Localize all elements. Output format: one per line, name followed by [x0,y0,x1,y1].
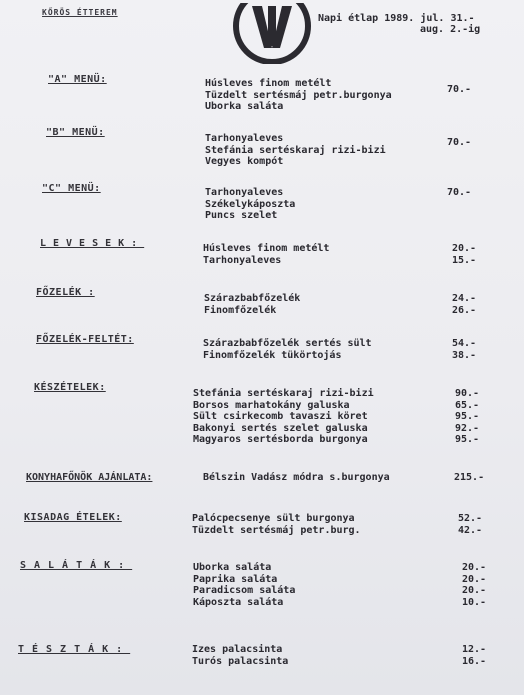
salads-heading: SALÁTÁK: [20,560,133,571]
price: 52.- [458,513,483,524]
menu-c-price [447,187,471,199]
menu-item: Tüzdelt sertésmáj petr.burg. [192,524,361,536]
price: 16.- [462,655,487,667]
menu-b-heading: "B" MENÜ: [46,127,105,138]
menu-c-items [205,187,295,222]
price: 10.- [462,596,487,608]
menu-item: Szárazbabfőzelék sertés sült [203,338,372,349]
price: 70.- [447,187,472,198]
price: 92.- [455,422,480,434]
menu-item: Izes palacsinta [192,644,283,655]
menu-item: Magyaros sertésborda burgonya [193,434,368,446]
menu-item: Tarhonyaleves [205,187,284,198]
pastries-heading: TÉSZTÁK: [18,644,131,655]
price: 70.- [447,84,472,95]
pastries-prices [462,644,486,667]
price: 12.- [462,644,487,655]
menu-b-items [205,133,386,168]
price: 26.- [452,304,477,316]
date-line-1: Napi étlap 1989. jul. 31.- [318,13,475,24]
salads-items [193,562,295,608]
pastries-items [192,644,288,667]
menu-item: Uborka saláta [205,101,284,113]
price: 90.- [455,388,480,399]
price: 20.- [462,573,487,585]
small-portions-heading: KISADAG ÉTELEK: [24,512,122,523]
price: 20.- [462,562,487,573]
menu-item: Bakonyi sertés szelet galuska [193,422,368,434]
menu-item: Húsleves finom metélt [203,243,330,254]
soups-items [203,243,329,266]
menu-a-heading: "A" MENÜ: [48,74,107,85]
soups-prices [452,243,476,266]
price: 65.- [455,399,480,411]
menu-item: Palócpecsenye sült burgonya [192,513,355,524]
menu-item: Uborka saláta [193,562,272,573]
menu-c-heading: "C" MENÜ: [42,183,101,194]
restaurant-logo [228,0,316,64]
price: 70.- [447,137,472,148]
price: 54.- [452,338,477,349]
menu-item: Káposzta saláta [193,596,284,608]
menu-a-price [447,84,471,96]
date-line-2: aug. 2.-ig [420,24,481,35]
menu-item: Bélszin Vadász módra s.burgonya [203,472,390,483]
menu-a-items [205,78,392,113]
menu-b-price [447,137,471,149]
vegetable-topping-heading: FŐZELÉK-FELTÉT: [36,334,134,345]
soups-heading: LEVESEK: [40,238,145,249]
menu-item: Sült csirkecomb tavaszi köret [193,411,368,423]
menu-item: Borsos marhatokány galuska [193,399,350,411]
price: 20.- [462,585,487,597]
menu-item: Paprika saláta [193,573,278,585]
small-portions-prices [458,513,482,536]
chef-recommendation-item [203,472,390,484]
price: 95.- [455,434,480,446]
vegetable-dishes-items [204,293,300,316]
menu-item: Vegyes kompót [205,156,284,168]
menu-item: Finomfőzelék tükörtojás [203,349,342,361]
date-header [318,13,480,35]
vegetable-topping-items [203,338,372,361]
ready-meals-items [193,388,374,446]
vegetable-dishes-heading: FŐZELÉK : [36,287,95,298]
vegetable-topping-prices [452,338,476,361]
small-portions-items [192,513,361,536]
menu-item: Finomfőzelék [204,304,277,316]
menu-item: Stefánia sertéskaraj rizi-bizi [205,144,386,156]
ready-meals-prices [455,388,479,446]
price: 38.- [452,349,477,361]
menu-item: Tarhonyaleves [205,133,284,144]
menu-item: Tarhonyaleves [203,254,282,266]
chef-recommendation-heading: KONYHAFŐNÖK AJÁNLATA: [26,472,153,483]
menu-item: Tüzdelt sertésmáj petr.burgonya [205,89,392,101]
price: 15.- [452,254,477,266]
menu-item: Stefánia sertéskaraj rizi-bizi [193,388,374,399]
menu-item: Paradicsom saláta [193,585,296,597]
price: 95.- [455,411,480,423]
chef-recommendation-price [454,472,484,484]
salads-prices [462,562,486,608]
price: 42.- [458,524,483,536]
ready-meals-heading: KÉSZÉTELEK: [34,382,106,393]
menu-item: Szárazbabfőzelék [204,293,301,304]
menu-item: Turós palacsinta [192,655,289,667]
price: 215.- [454,472,485,483]
vegetable-dishes-prices [452,293,476,316]
restaurant-name: KŐRÖS ÉTTEREM [42,8,118,17]
menu-item: Húsleves finom metélt [205,78,332,89]
price: 24.- [452,293,477,304]
menu-item: Székelykáposzta [205,198,296,210]
menu-item: Puncs szelet [205,210,278,222]
price: 20.- [452,243,477,254]
